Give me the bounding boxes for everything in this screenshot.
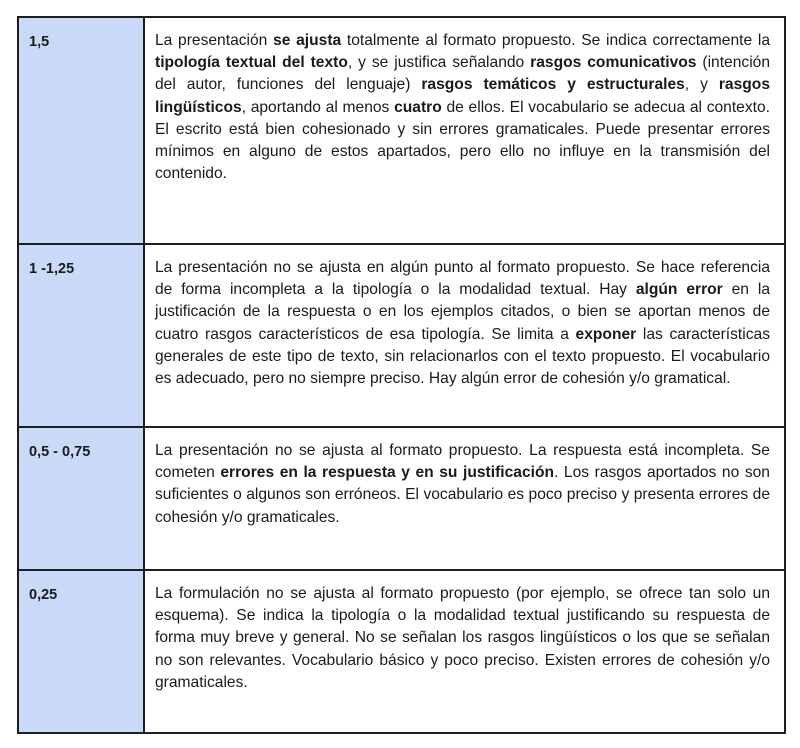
criteria-description [144,244,785,427]
emphasis-text: rasgos temáticos y estructurales [421,76,685,94]
description-text: , aportando al menos [241,98,395,116]
score-cell: 0,25 [18,570,144,733]
description-text: las características generales de este tipo de texto, sin relacionarlos con el texto propuesto. El vocabulario es adecuado, pero no siempre preciso. Hay algún error de cohesión y/o gramatical. [155,325,770,388]
description-text: (intención del autor, funciones del lenguaje) [155,54,771,94]
criteria-description [144,427,785,570]
rubric-row [18,17,785,244]
description-text: La formulación no se ajusta al formato propuesto (por ejemplo, se ofrece tan solo un esquema). Se indica la tipología o la modalidad textual justificando su respuesta de forma muy breve y general. No se señalan los rasgos lingüísticos o los que se señalan no son relevantes. Vocabulario básico y poco preciso. Existen errores de cohesión y/o gramaticales. [155,585,770,691]
rubric-row [18,427,785,570]
description-text: de ellos. El vocabulario se adecua al contexto. El escrito está bien cohesionado y sin errores gramaticales. Puede presentar errores mínimos en alguno de estos apartados, pero ello no influye en la transmisión del contenido. [155,98,770,183]
criteria-description [144,17,785,244]
description-text: . Los rasgos aportados no son suficientes o algunos son erróneos. El vocabulario es poco preciso y presenta errores de cohesión y/o gramaticales. [155,464,770,526]
score-cell: 1,5 [18,17,144,244]
description-text: La presentación [155,32,274,49]
emphasis-text: rasgos lingüísticos [155,76,770,116]
score-cell: 0,5 - 0,75 [18,427,144,570]
rubric-table [17,16,786,734]
description-text: , y [684,76,719,94]
emphasis-text: tipología textual del texto [155,54,348,72]
emphasis-text: exponer [575,325,637,343]
emphasis-text: errores en la respuesta y en su justificación [220,464,555,482]
score-cell: 1 -1,25 [18,244,144,427]
criteria-description [144,570,785,733]
emphasis-text: rasgos comunicativos [530,54,697,72]
description-text: en la justificación de la respuesta o en los ejemplos citados, o bien se aportan menos de cuatro rasgos característicos de esa tipología. Se limita a [155,281,770,343]
emphasis-text: se ajusta [273,32,342,49]
description-text: La presentación no se ajusta en algún punto al formato propuesto. Se hace referencia de forma incompleta a la tipología o la modalidad textual. Hay [155,259,770,299]
rubric-row [18,244,785,427]
description-text: La presentación no se ajusta al formato propuesto. La respuesta está incompleta. Se cometen [155,442,770,482]
emphasis-text: cuatro [394,98,442,116]
description-text: totalmente al formato propuesto. Se indica correctamente la [341,32,770,49]
rubric-row [18,570,785,733]
emphasis-text: algún error [635,281,723,299]
description-text: , y se justifica señalando [347,54,531,72]
